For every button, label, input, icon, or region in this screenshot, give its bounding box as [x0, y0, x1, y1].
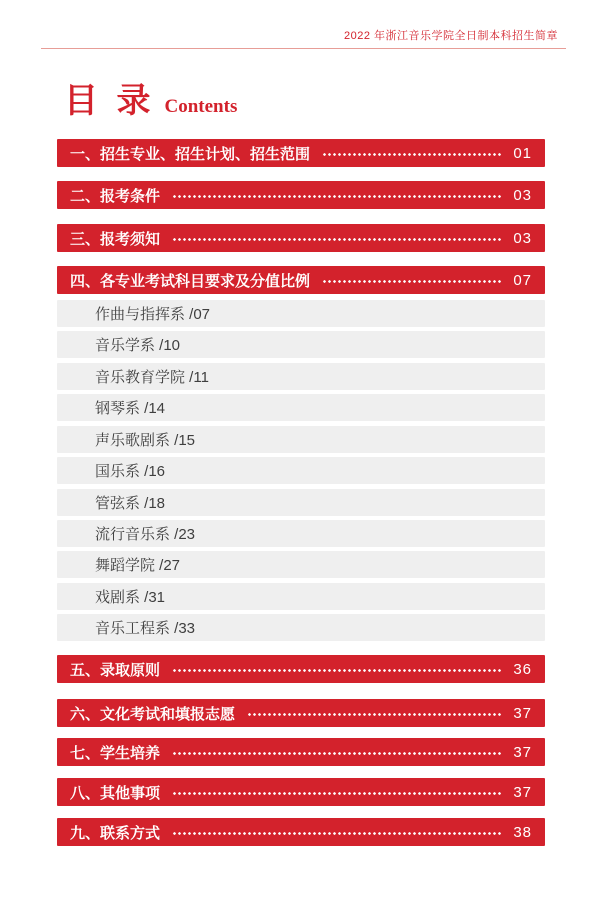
- toc-section-page: 03: [513, 186, 532, 204]
- dot-leader: [247, 713, 503, 716]
- toc-section-2[interactable]: [57, 181, 545, 209]
- toc-section-6[interactable]: [57, 699, 545, 727]
- page-title-english: Contents: [164, 96, 238, 117]
- toc-subsection-4[interactable]: [57, 394, 545, 421]
- dot-leader: [172, 195, 503, 198]
- toc-section-label: 七、学生培养: [70, 744, 161, 762]
- toc-section-4[interactable]: [57, 266, 545, 294]
- toc-subsection-6[interactable]: [57, 457, 545, 484]
- toc-subsection-label: 声乐歌剧系 /15: [95, 432, 196, 449]
- toc-subsection-9[interactable]: [57, 551, 545, 578]
- toc-subsection-11[interactable]: [57, 614, 545, 641]
- page-title-chinese: 目 录: [64, 83, 151, 120]
- toc-section-label: 五、录取原则: [70, 661, 161, 679]
- toc-section-page: 03: [513, 229, 532, 247]
- toc-section-label: 九、联系方式: [70, 824, 161, 842]
- toc-subsection-label: 音乐工程系 /33: [95, 620, 196, 637]
- toc-subsection-label: 戏剧系 /31: [95, 589, 166, 606]
- toc-subsection-8[interactable]: [57, 520, 545, 547]
- toc-section-8[interactable]: [57, 778, 545, 806]
- toc-section-label: 六、文化考试和填报志愿: [70, 705, 236, 723]
- toc-subsection-10[interactable]: [57, 583, 545, 610]
- header-title: 2022 年浙江音乐学院全日制本科招生简章: [343, 30, 558, 42]
- toc-section-page: 37: [513, 743, 532, 761]
- toc-subsection-3[interactable]: [57, 363, 545, 390]
- toc-section-page: 36: [513, 660, 532, 678]
- toc-subsection-label: 音乐学系 /10: [95, 337, 181, 354]
- toc-section-label: 三、报考须知: [70, 230, 161, 248]
- dot-leader: [172, 238, 503, 241]
- toc-section-label: 八、其他事项: [70, 784, 161, 802]
- toc-section-page: 01: [513, 144, 532, 162]
- dot-leader: [172, 832, 503, 835]
- toc-section-5[interactable]: [57, 655, 545, 683]
- toc-subsection-label: 舞蹈学院 /27: [95, 557, 181, 574]
- header-rule: [41, 48, 566, 49]
- toc-section-9[interactable]: [57, 818, 545, 846]
- toc-section-label: 四、各专业考试科目要求及分值比例: [70, 272, 311, 290]
- toc-section-3[interactable]: [57, 224, 545, 252]
- toc-section-label: 一、招生专业、招生计划、招生范围: [70, 145, 311, 163]
- dot-leader: [172, 752, 503, 755]
- dot-leader: [172, 792, 503, 795]
- dot-leader: [172, 669, 503, 672]
- toc-subsection-label: 钢琴系 /14: [95, 400, 166, 417]
- page-title: [64, 85, 237, 119]
- toc-subsection-2[interactable]: [57, 331, 545, 358]
- dot-leader: [322, 153, 503, 156]
- toc-section-page: 37: [513, 783, 532, 801]
- toc-subsection-7[interactable]: [57, 489, 545, 516]
- toc-subsection-label: 管弦系 /18: [95, 495, 166, 512]
- toc-subsection-label: 音乐教育学院 /11: [95, 369, 209, 386]
- toc-section-7[interactable]: [57, 738, 545, 766]
- dot-leader: [322, 280, 503, 283]
- toc-subsection-label: 国乐系 /16: [95, 463, 166, 480]
- toc-section-label: 二、报考条件: [70, 187, 161, 205]
- toc-subsection-label: 作曲与指挥系 /07: [95, 306, 211, 323]
- toc-subsection-1[interactable]: [57, 300, 545, 327]
- toc-section-page: 07: [513, 271, 532, 289]
- toc-section-page: 38: [513, 823, 532, 841]
- toc-subsection-label: 流行音乐系 /23: [95, 526, 196, 543]
- toc-subsection-5[interactable]: [57, 426, 545, 453]
- toc-section-page: 37: [513, 704, 532, 722]
- toc-section-1[interactable]: [57, 139, 545, 167]
